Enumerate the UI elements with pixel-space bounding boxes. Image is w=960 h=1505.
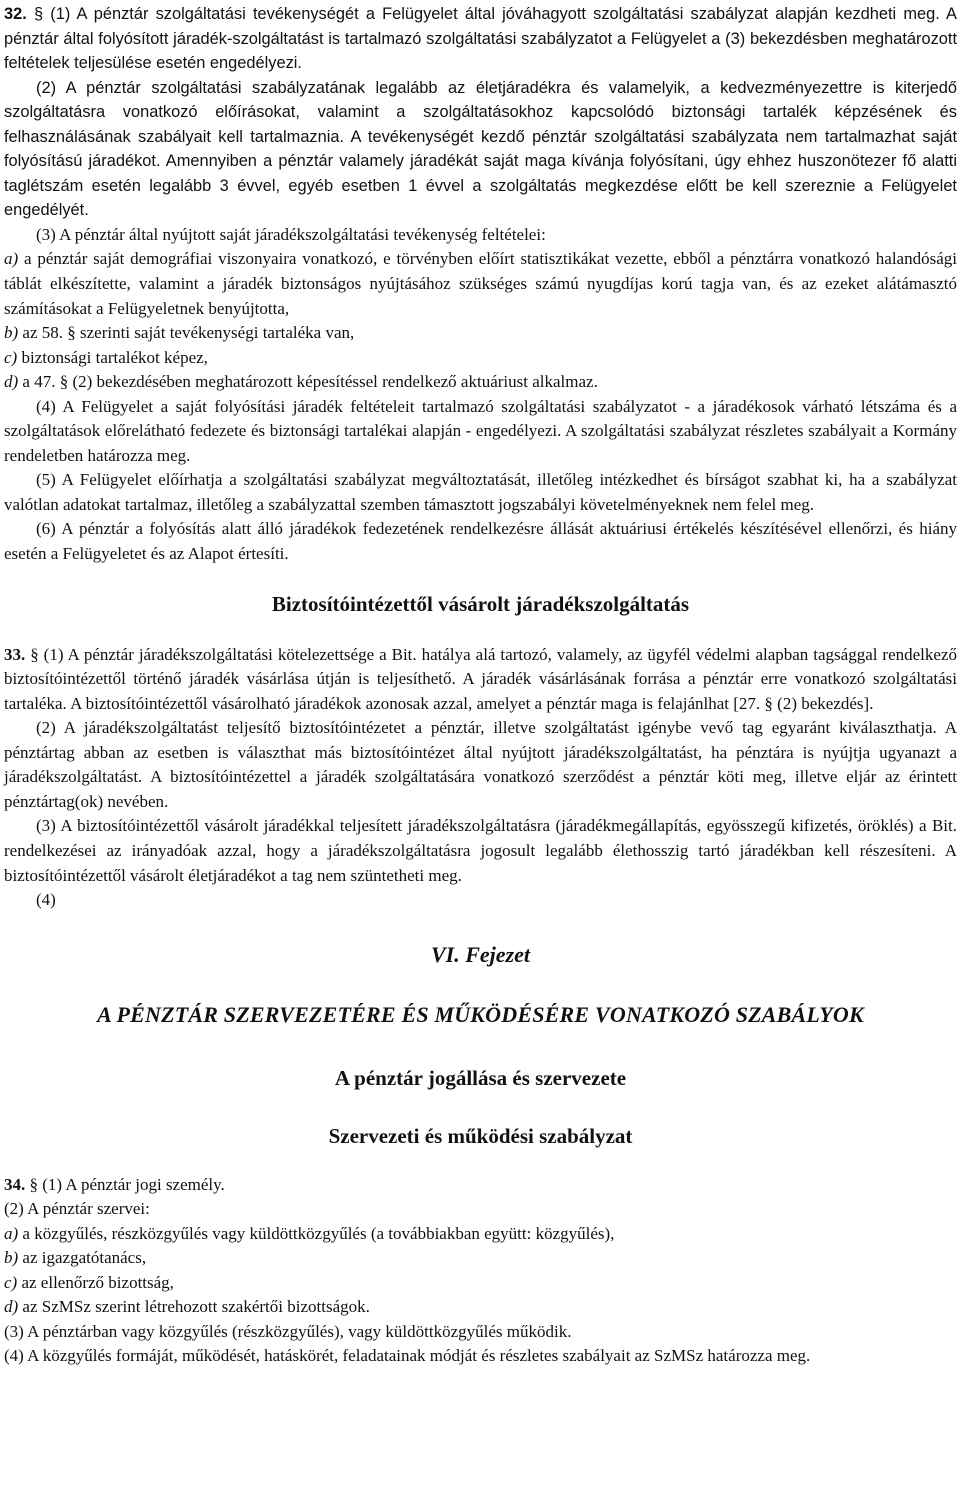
paragraph-text: § (1) A pénztár járadékszolgáltatási kötelezettsége a Bit. hatálya alá tartozó, valamely, az ügyfél védelmi alapban tagsággal rendelkező biztosítóintézettől történő járadék vásárlása útján is teljesíthető. A járadék vásárlásának forrása a pénztár erre vonatkozó szolgáltatási tartaléka. A biztosítóintézettől vásárolható járadékok azonosak azzal, amelyet a pénztár maga is felajánlhat [27. § (2) bekezdés]. bbox=[4, 644, 957, 713]
point-label: c) bbox=[4, 1272, 18, 1292]
section-34-point-a bbox=[4, 1222, 957, 1247]
point-text: az ellenőrző bizottság, bbox=[17, 1272, 174, 1292]
point-text: a pénztár saját demográfiai viszonyaira vonatkozó, e törvényben előírt statisztikákat vezette, ebből a pénztárra vonatkozó halandósági táblát elkészítette, valamint a járadék biztonságos nyújtásához szükséges számú nyugdíjas korú tagja van, és az ezeket alátámasztó számításokat a Felügyeletnek benyújtotta, bbox=[4, 249, 957, 318]
point-label: b) bbox=[4, 1248, 19, 1268]
section-32-paragraph-2: (2) A pénztár szolgáltatási szabályzatának legalább az életjáradékra és valamelyik, a kedvezményezettre is kiterjedő szolgáltatásra vonatkozó előírásokat, valamint a szolgáltatásokhoz kapcsolódó biztonsági tartalék képzésének és felhasználásának szabályait kell tartalmaznia. A tevékenységét kezdő pénztár szolgáltatási szabályzata nem tartalmazhat saját folyósítású járadékot. Amennyiben a pénztár valamely járadékát saját maga kívánja folyósítani, úgy ehhez huszonötezer fő alatti taglétszám esetén legalább 3 évvel, egyéb esetben 1 évvel a szolgáltatás megkezdése előtt be kell szereznie a Felügyelet engedélyét. bbox=[4, 78, 957, 220]
section-34-paragraph-3: (3) A pénztárban vagy közgyűlés (részközgyűlés), vagy küldöttközgyűlés működik. bbox=[4, 1321, 572, 1341]
section-number: 34. bbox=[4, 1174, 26, 1194]
paragraph-text: § (1) A pénztár jogi személy. bbox=[29, 1174, 225, 1194]
point-label: a) bbox=[4, 249, 19, 269]
point-text: az SzMSz szerint létrehozott szakértői bizottságok. bbox=[18, 1297, 370, 1317]
point-label: c) bbox=[4, 347, 18, 367]
chapter-title: A PÉNZTÁR SZERVEZETÉRE ÉS MŰKÖDÉSÉRE VONATKOZÓ SZABÁLYOK bbox=[97, 1001, 864, 1027]
section-33-paragraph-3: (3) A biztosítóintézettől vásárolt járadékkal teljesített járadékszolgáltatásra (járadékmegállapítás, egyösszegű kifizetés, öröklés) a Bit. rendelkezései az irányadóak azzal, hogy a járadékszolgáltatásra jogosult legalább élethosszig tartó járadékban kell részesíteni. A biztosítóintézettől vásárolt életjáradékot a tag nem szüntetheti meg. bbox=[4, 816, 957, 885]
chapter-number: VI. Fejezet bbox=[431, 941, 530, 967]
section-32-paragraph-1 bbox=[4, 2, 957, 76]
section-number: 33. bbox=[4, 644, 26, 664]
heading-jogallas: A pénztár jogállása és szervezete bbox=[334, 1065, 627, 1090]
point-text: a 47. § (2) bekezdésében meghatározott képesítéssel rendelkező aktuáriust alkalmaz. bbox=[18, 372, 598, 392]
paragraph-text: § (1) A pénztár szolgáltatási tevékenységét a Felügyelet által jóváhagyott szolgáltatási szabályzat alapján kezdheti meg. A pénztár által folyósított járadék-szolgáltatást is tartalmazó szolgáltatási szabályzatot a Felügyelet a (3) bekezdésben meghatározott feltételek teljesülése esetén engedélyezi. bbox=[4, 5, 957, 73]
section-32-paragraph-3: (3) A pénztár által nyújtott saját járadékszolgáltatási tevékenység feltételei: bbox=[36, 224, 546, 244]
section-34-point-d bbox=[4, 1295, 957, 1320]
section-33-paragraph-1 bbox=[4, 643, 957, 717]
section-34-point-b bbox=[4, 1246, 957, 1271]
document-page bbox=[0, 2, 960, 1505]
section-34-paragraph-1 bbox=[4, 1173, 957, 1198]
section-33-paragraph-4: (4) bbox=[36, 890, 56, 910]
section-32-point-a bbox=[4, 247, 957, 321]
section-32-paragraph-6: (6) A pénztár a folyósítás alatt álló járadékok fedezetének rendelkezésre állását aktuáriusi értékelés készítésével ellenőrzi, és hiány esetén a Felügyeletet és az Alapot értesíti. bbox=[4, 519, 957, 564]
point-label: b) bbox=[4, 323, 19, 343]
point-text: biztonsági tartalékot képez, bbox=[17, 347, 208, 367]
section-34-paragraph-4: (4) A közgyűlés formáját, működését, hatáskörét, feladatainak módját és részletes szabályait az SzMSz határozza meg. bbox=[4, 1346, 811, 1366]
section-32-point-d bbox=[4, 370, 957, 395]
point-label: d) bbox=[4, 1297, 19, 1317]
section-34-point-c bbox=[4, 1271, 957, 1296]
point-text: az 58. § szerinti saját tevékenységi tartaléka van, bbox=[18, 323, 355, 343]
section-32-paragraph-4: (4) A Felügyelet a saját folyósítási járadék feltételeit tartalmazó szolgáltatási szabályzatot - a járadékosok várható létszáma és a szolgáltatások előrelátható fedezete és biztonsági tartalékai alapján - engedélyezi. A szolgáltatási szabályzat részletes szabályait a Kormány rendeletben határozza meg. bbox=[4, 396, 957, 465]
section-32-point-b bbox=[4, 321, 957, 346]
section-32-point-c bbox=[4, 346, 957, 371]
point-label: d) bbox=[4, 372, 19, 392]
point-text: az igazgatótanács, bbox=[18, 1248, 147, 1268]
heading-biztositointezet: Biztosítóintézettől vásárolt járadékszolgáltatás bbox=[271, 591, 690, 616]
section-33-paragraph-2: (2) A járadékszolgáltatást teljesítő biztosítóintézetet a pénztár, illetve szolgáltatást igénybe vevő tag egyaránt kiválaszthatja. A pénztártag abban az esetben is választhat más biztosítóintézet által nyújtott járadékszolgáltatást, ha pénztára is nyújtja ugyanazt a járadékszolgáltatást. A biztosítóintézettel a járadék szolgáltatására vonatkozó szerződést a pénztár köti meg, illetve eljár az érintett pénztártag(ok) nevében. bbox=[4, 718, 957, 811]
section-number: 32. bbox=[4, 5, 27, 23]
heading-szmsz: Szervezeti és működési szabályzat bbox=[328, 1123, 633, 1148]
point-text: a közgyűlés, részközgyűlés vagy küldöttközgyűlés (a továbbiakban együtt: közgyűlés), bbox=[18, 1223, 615, 1243]
point-label: a) bbox=[4, 1223, 19, 1243]
section-32-paragraph-5: (5) A Felügyelet előírhatja a szolgáltatási szabályzat megváltoztatását, illetőleg intézkedhet és bírságot szabhat ki, ha a szabályzat valótlan adatokat tartalmaz, illetőleg a szabályzattal szemben támasztott jogszabályi követelményeknek nem felel meg. bbox=[4, 470, 957, 514]
section-34-paragraph-2: (2) A pénztár szervei: bbox=[4, 1199, 150, 1219]
